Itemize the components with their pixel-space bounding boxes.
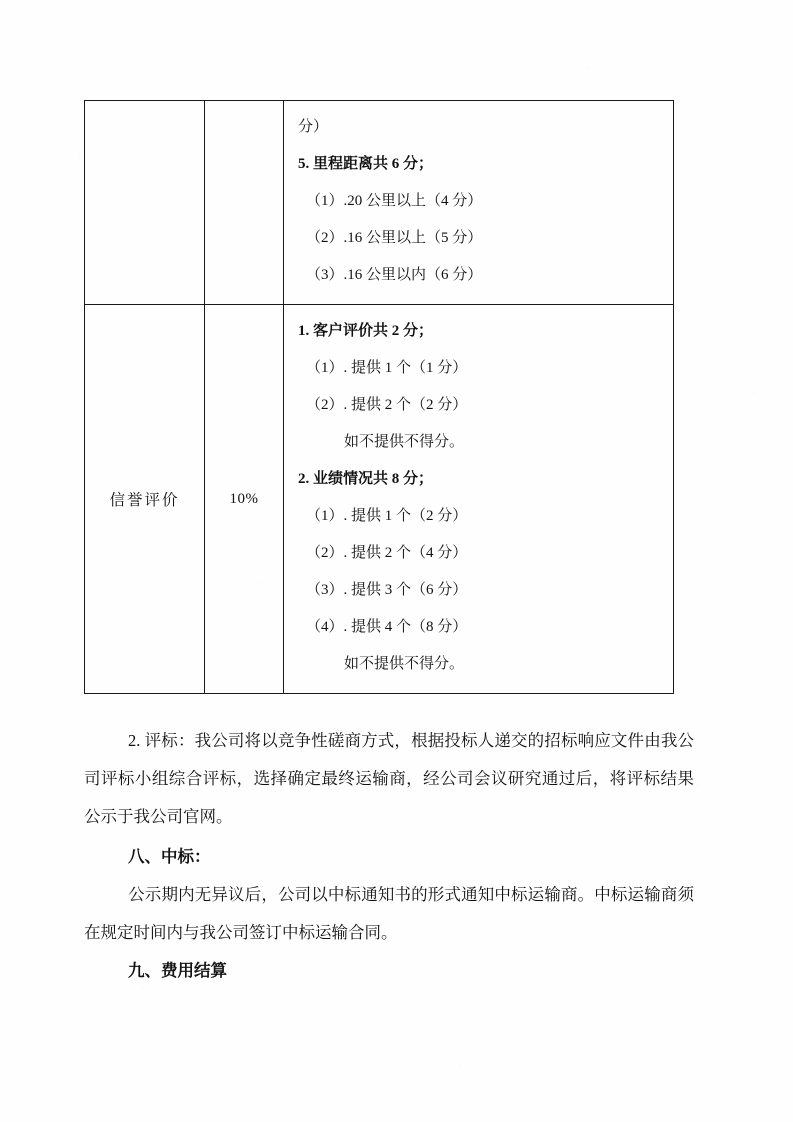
criteria-weight-text: 10% [229, 490, 259, 507]
detail-line: （1）.20 公里以上（4 分） [306, 193, 483, 209]
criteria-name-text: 信誉评价 [109, 492, 180, 509]
scoring-criteria-table [84, 100, 674, 694]
detail-line: （1）. 提供 1 个（1 分） [306, 360, 468, 376]
detail-line: 如不提供不得分。 [344, 434, 465, 450]
criteria-name-cell [85, 101, 205, 305]
criteria-detail-cell [284, 101, 674, 305]
section-8-body-text: 公示期内无异议后，公司以中标通知书的形式通知中标运输商。中标运输商须在规定时间内与我公司签订中标运输合同。 [84, 885, 694, 942]
detail-line: 5. 里程距离共 6 分； [298, 156, 434, 172]
detail-line: （1）. 提供 1 个（2 分） [306, 508, 468, 524]
detail-line: （2）. 提供 2 个（2 分） [306, 397, 468, 413]
detail-line: （4）. 提供 4 个（8 分） [306, 619, 468, 635]
criteria-name-cell [85, 305, 205, 694]
table-row [85, 101, 674, 305]
detail-line: 如不提供不得分。 [344, 656, 465, 672]
paragraph-evaluation [84, 722, 694, 836]
criteria-weight-cell [205, 101, 284, 305]
section-9-heading [84, 952, 694, 990]
detail-line: 2. 业绩情况共 8 分； [298, 471, 434, 487]
detail-line: （2）. 提供 2 个（4 分） [306, 545, 468, 561]
detail-line: （2）.16 公里以上（5 分） [306, 230, 483, 246]
detail-line: （3）. 提供 3 个（6 分） [306, 582, 468, 598]
paragraph-evaluation-text: 2. 评标：我公司将以竞争性磋商方式，根据投标人递交的招标响应文件由我公司评标小组综合评标，选择确定最终运输商，经公司会议研究通过后，将评标结果公示于我公司官网。 [84, 731, 694, 826]
section-8-heading-text: 八、中标： [128, 847, 211, 866]
section-8-heading [84, 838, 694, 876]
criteria-detail-cell [284, 305, 674, 694]
detail-line: 1. 客户评价共 2 分； [298, 323, 434, 339]
criteria-detail-list [284, 101, 673, 304]
section-9-heading-text: 九、费用结算 [128, 961, 227, 980]
detail-line: （3）.16 公里以内（6 分） [306, 267, 483, 283]
criteria-detail-list [284, 305, 673, 693]
paragraph-section-8-body [84, 876, 694, 952]
detail-line: 分） [298, 119, 329, 135]
criteria-weight-cell [205, 305, 284, 694]
table-row [85, 305, 674, 694]
